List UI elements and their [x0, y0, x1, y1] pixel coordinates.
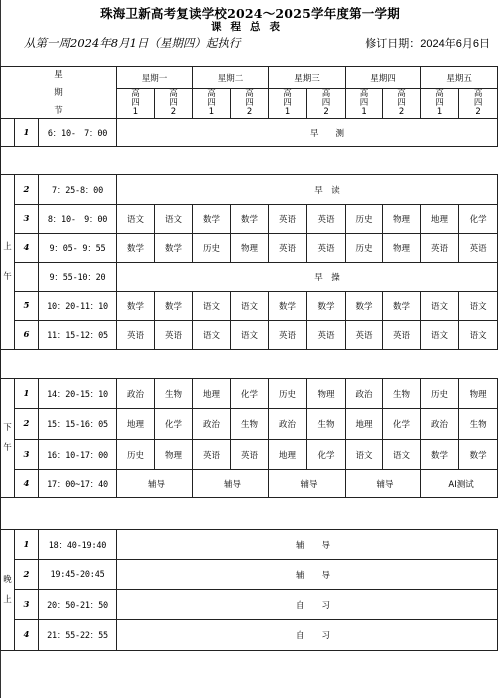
class-char: 四	[245, 98, 254, 108]
table-row	[1, 263, 498, 292]
class-char: 高	[169, 89, 178, 99]
subject-cell: 数学	[459, 440, 498, 470]
period-time: 19:45-20:45	[39, 560, 117, 590]
merged-cell	[193, 470, 269, 498]
subject-cell: 政治	[193, 409, 231, 440]
class-num: 2	[170, 107, 177, 117]
subject-cell: 生物	[383, 379, 421, 409]
merged-cell	[269, 470, 346, 498]
subject-cell: 英语	[421, 234, 459, 263]
class-char: 四	[435, 98, 444, 108]
subject-cell: 历史	[346, 234, 383, 263]
gap-row	[1, 498, 498, 530]
class-header	[383, 89, 421, 119]
effective-date: 从第一周2024年8月1日（星期四）起执行	[24, 36, 241, 50]
period-activity	[117, 620, 498, 651]
class-num: 2	[475, 107, 481, 117]
section-evening	[1, 530, 15, 651]
subject-cell: 语文	[421, 292, 459, 321]
period-number: 1	[15, 379, 39, 409]
subject-cell: 地理	[193, 379, 231, 409]
activity-label: 早 读	[314, 185, 340, 196]
day-header: 星期二	[193, 67, 269, 89]
activity-label: 辅 导	[296, 570, 331, 581]
subject-cell: 地理	[346, 409, 383, 440]
merged-cell	[346, 470, 421, 498]
class-char: 高	[131, 89, 140, 99]
subject-cell: 地理	[117, 409, 155, 440]
class-num: 2	[323, 107, 329, 117]
subject-cell: 化学	[155, 409, 193, 440]
table-row	[1, 560, 498, 590]
section-label: 下午	[3, 423, 12, 453]
subject-cell: 语文	[421, 321, 459, 350]
table-row	[1, 292, 498, 321]
merged-cell	[117, 470, 193, 498]
gap-cell	[1, 147, 498, 175]
day-header: 星期四	[346, 67, 421, 89]
period-number	[15, 263, 39, 292]
class-char: 四	[321, 98, 331, 108]
period-time: 18：40-19:40	[39, 530, 117, 560]
revised-date: 修订日期：2024年6月6日	[365, 38, 490, 50]
subject-cell: 英语	[269, 321, 307, 350]
class-num: 2	[398, 107, 405, 117]
subject-cell: 物理	[307, 379, 346, 409]
corner-header	[1, 67, 117, 119]
day-header: 星期三	[269, 67, 346, 89]
subject-cell: 英语	[231, 440, 269, 470]
subject-cell: 英语	[307, 321, 346, 350]
subject-cell: 语文	[231, 292, 269, 321]
subject-cell: 物理	[231, 234, 269, 263]
table-row	[1, 530, 498, 560]
subject-cell: 数学	[421, 440, 459, 470]
section-afternoon	[1, 379, 15, 498]
subject-cell: 数学	[346, 292, 383, 321]
period-number: 6	[15, 321, 39, 350]
class-char: 高	[321, 89, 331, 99]
period-time: 7：25-8：00	[39, 175, 117, 205]
period-time: 11：15-12：05	[39, 321, 117, 350]
subject-cell: 物理	[383, 205, 421, 234]
class-num: 1	[436, 107, 443, 117]
class-header	[346, 89, 383, 119]
subject-cell: 语文	[346, 440, 383, 470]
period-number: 3	[15, 205, 39, 234]
table-row	[1, 379, 498, 409]
subject-cell: 生物	[231, 409, 269, 440]
table-row	[1, 620, 498, 651]
class-char: 高	[435, 89, 444, 99]
class-header	[421, 89, 459, 119]
schedule-table	[0, 66, 498, 651]
subject-cell: 政治	[346, 379, 383, 409]
activity-label: 早 测	[310, 128, 345, 139]
subject-cell: 数学	[117, 292, 155, 321]
subject-cell: 物理	[155, 440, 193, 470]
period-number: 5	[15, 292, 39, 321]
class-char: 高	[473, 89, 483, 99]
activity-label: 自 习	[296, 631, 331, 641]
section-label: 晚上	[3, 575, 12, 605]
class-char: 四	[283, 98, 292, 108]
merged-label: 辅导	[300, 479, 318, 490]
merged-label: AI测试	[448, 479, 474, 490]
period-activity	[117, 530, 498, 560]
subject-cell: 数学	[117, 234, 155, 263]
class-header	[193, 89, 231, 119]
subject-cell: 语文	[383, 440, 421, 470]
subject-cell: 生物	[307, 409, 346, 440]
period-number: 2	[15, 560, 39, 590]
class-num: 1	[284, 107, 291, 117]
period-number: 4	[15, 620, 39, 651]
subject-cell: 语文	[193, 321, 231, 350]
class-num: 1	[208, 107, 215, 117]
table-row	[1, 409, 498, 440]
class-char: 高	[283, 89, 292, 99]
class-header	[231, 89, 269, 119]
period-number: 2	[15, 409, 39, 440]
period-activity	[117, 119, 498, 147]
section-label: 上午	[3, 242, 12, 282]
class-char: 四	[359, 98, 369, 108]
period-time: 9：05- 9：55	[39, 234, 117, 263]
class-char: 高	[245, 89, 254, 99]
subject-cell: 数学	[155, 292, 193, 321]
subject-cell: 英语	[383, 321, 421, 350]
subject-cell: 历史	[346, 205, 383, 234]
class-header	[307, 89, 346, 119]
class-num: 2	[246, 107, 253, 117]
class-char: 四	[131, 98, 140, 108]
subject-cell: 政治	[421, 409, 459, 440]
page-title: 珠海卫新高考复读学校2024～2025学年度第一学期	[100, 6, 400, 21]
class-header	[459, 89, 498, 119]
subject-cell: 数学	[383, 292, 421, 321]
period-time: 14：20-15：10	[39, 379, 117, 409]
class-num: 1	[132, 107, 139, 117]
period-time: 20：50-21：50	[39, 590, 117, 620]
subject-cell: 生物	[459, 409, 498, 440]
subject-cell: 英语	[193, 440, 231, 470]
table-row	[1, 119, 498, 147]
subject-cell: 生物	[155, 379, 193, 409]
subject-cell: 化学	[231, 379, 269, 409]
schedule-body	[1, 67, 498, 651]
subject-cell: 语文	[155, 205, 193, 234]
section-blank	[1, 119, 15, 147]
period-time: 6：10- 7：00	[39, 119, 117, 147]
table-row	[1, 67, 498, 89]
subject-cell: 英语	[117, 321, 155, 350]
class-num: 1	[361, 107, 367, 117]
subject-cell: 历史	[269, 379, 307, 409]
subject-cell: 英语	[307, 205, 346, 234]
class-char: 四	[473, 98, 483, 108]
class-char: 四	[207, 98, 216, 108]
class-header	[155, 89, 193, 119]
subject-cell: 历史	[421, 379, 459, 409]
subject-cell: 数学	[155, 234, 193, 263]
subject-cell: 政治	[117, 379, 155, 409]
corner-qi: 期	[54, 87, 63, 98]
subject-cell: 英语	[346, 321, 383, 350]
period-number: 4	[15, 234, 39, 263]
corner-jie: 节	[54, 105, 63, 116]
table-row	[1, 175, 498, 205]
subject-cell: 地理	[421, 205, 459, 234]
subject-cell: 英语	[459, 234, 498, 263]
period-number: 4	[15, 470, 39, 498]
corner-xing: 星	[54, 69, 63, 80]
subject-cell: 语文	[231, 321, 269, 350]
table-row	[1, 234, 498, 263]
period-activity	[117, 560, 498, 590]
subject-cell: 数学	[269, 292, 307, 321]
subject-cell: 数学	[193, 205, 231, 234]
class-char: 四	[169, 98, 178, 108]
subject-cell: 历史	[117, 440, 155, 470]
class-char: 高	[397, 89, 406, 99]
period-number: 1	[15, 119, 39, 147]
gap-row	[1, 147, 498, 175]
subject-cell: 英语	[307, 234, 346, 263]
activity-label: 早 操	[314, 273, 340, 283]
merged-label: 辅导	[376, 479, 394, 490]
period-time: 15：15-16：05	[39, 409, 117, 440]
period-activity	[117, 263, 498, 292]
page-subtitle: 课程总表	[211, 21, 289, 33]
period-activity	[117, 175, 498, 205]
period-time: 21：55-22：55	[39, 620, 117, 651]
period-activity	[117, 590, 498, 620]
day-header: 星期一	[117, 67, 193, 89]
activity-label: 自 习	[296, 600, 331, 611]
subject-cell: 语文	[459, 321, 498, 350]
period-number: 3	[15, 440, 39, 470]
subject-cell: 历史	[193, 234, 231, 263]
merged-cell	[421, 470, 498, 498]
subject-cell: 政治	[269, 409, 307, 440]
period-time: 10：20-11：10	[39, 292, 117, 321]
subject-cell: 数学	[307, 292, 346, 321]
section-morning	[1, 175, 15, 350]
table-row	[1, 205, 498, 234]
subject-cell: 地理	[269, 440, 307, 470]
table-row	[1, 321, 498, 350]
table-row	[1, 590, 498, 620]
period-time: 8：10- 9：00	[39, 205, 117, 234]
activity-label: 辅 导	[296, 540, 331, 551]
class-char: 高	[207, 89, 216, 99]
subject-cell: 化学	[307, 440, 346, 470]
day-header: 星期五	[421, 67, 498, 89]
period-time: 17：00~17：40	[39, 470, 117, 498]
subject-cell: 英语	[269, 205, 307, 234]
table-row	[1, 470, 498, 498]
period-number: 2	[15, 175, 39, 205]
gap-cell	[1, 498, 498, 530]
subject-cell: 物理	[459, 379, 498, 409]
gap-cell	[1, 350, 498, 379]
subject-cell: 数学	[231, 205, 269, 234]
subject-cell: 语文	[193, 292, 231, 321]
merged-label: 辅导	[224, 479, 242, 490]
subject-cell: 英语	[155, 321, 193, 350]
subject-cell: 物理	[383, 234, 421, 263]
subject-cell: 语文	[117, 205, 155, 234]
class-char: 高	[359, 89, 369, 99]
subject-cell: 英语	[269, 234, 307, 263]
table-row	[1, 440, 498, 470]
gap-row	[1, 350, 498, 379]
class-char: 四	[397, 98, 406, 108]
subject-cell: 语文	[459, 292, 498, 321]
merged-label: 辅导	[148, 479, 166, 490]
subject-cell: 化学	[383, 409, 421, 440]
period-number: 1	[15, 530, 39, 560]
class-header	[269, 89, 307, 119]
class-header	[117, 89, 155, 119]
period-number: 3	[15, 590, 39, 620]
subject-cell: 化学	[459, 205, 498, 234]
period-time: 9：55-10：20	[39, 263, 117, 292]
period-time: 16：10-17：00	[39, 440, 117, 470]
